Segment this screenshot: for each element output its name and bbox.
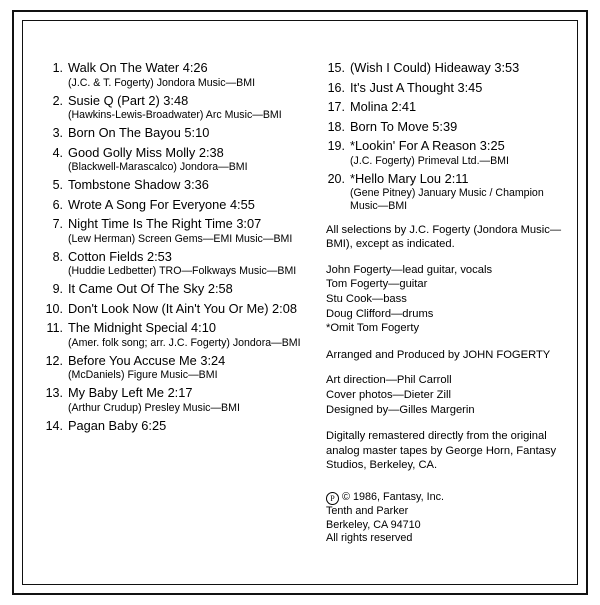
tracks-right-list xyxy=(326,60,566,213)
track-number: 8. xyxy=(52,249,63,264)
track-body xyxy=(68,320,312,350)
spacer xyxy=(326,216,566,223)
spacer xyxy=(326,417,566,429)
booklet-content xyxy=(44,60,570,565)
track-credit: (McDaniels) Figure Music—BMI xyxy=(68,369,218,381)
track-body xyxy=(68,385,312,415)
track-credit: (J.C. Fogerty) Primeval Ltd.—BMI xyxy=(350,154,509,167)
track-body xyxy=(68,177,312,194)
track-row xyxy=(44,197,312,214)
tracks-left-list xyxy=(44,60,312,434)
remaster-note: Digitally remastered directly from the original analog master tapes by George Horn, Fantasy Studios, Berkeley, CA. xyxy=(326,430,557,472)
track-body xyxy=(350,119,566,136)
track-title: *Hello Mary Lou 2:11 xyxy=(350,170,469,186)
track-body xyxy=(350,60,566,77)
phonogram-icon: P xyxy=(326,492,339,505)
track-credit: (J.C. & T. Fogerty) Jondora Music—BMI xyxy=(68,76,256,89)
track-list-right-and-credits xyxy=(326,60,566,565)
track-row xyxy=(326,171,566,214)
track-row xyxy=(44,216,312,246)
track-credit: (Arthur Crudup) Presley Music—BMI xyxy=(68,401,240,414)
spacer xyxy=(326,336,566,348)
track-row xyxy=(326,138,566,168)
track-credit: (Amer. folk song; arr. J.C. Fogerty) Jondora—BMI xyxy=(68,336,301,349)
track-body xyxy=(68,249,312,279)
track-credit: (Lew Herman) Screen Gems—EMI Music—BMI xyxy=(68,232,293,245)
track-row xyxy=(44,93,312,123)
track-title: Don't Look Now (It Ain't You Or Me) 2:08 xyxy=(68,300,297,316)
cover-photos: Cover photos—Dieter Zill xyxy=(326,388,451,401)
track-number: 14. xyxy=(45,418,63,433)
track-row xyxy=(44,385,312,415)
track-number: 15. xyxy=(327,61,345,75)
track-body xyxy=(68,301,312,318)
track-title: Pagan Baby 6:25 xyxy=(68,417,167,433)
musician-line: John Fogerty—lead guitar, vocals xyxy=(326,263,493,276)
track-row xyxy=(44,249,312,279)
track-number: 7. xyxy=(52,217,63,231)
track-body xyxy=(68,353,312,383)
design-credits-block xyxy=(326,373,566,417)
track-title: It Came Out Of The Sky 2:58 xyxy=(68,281,233,296)
art-direction: Art direction—Phil Carroll xyxy=(326,374,452,387)
track-body xyxy=(68,281,312,298)
track-number: 17. xyxy=(327,100,345,114)
musician-line: Tom Fogerty—guitar xyxy=(326,278,428,291)
designed-by: Designed by—Gilles Margerin xyxy=(326,403,475,416)
musician-line: Stu Cook—bass xyxy=(326,293,407,305)
track-title: The Midnight Special 4:10 xyxy=(68,320,216,335)
track-number: 4. xyxy=(52,145,63,160)
copyright-line-1 xyxy=(326,491,566,505)
track-credit: (Blackwell-Marascalco) Jondora—BMI xyxy=(68,161,248,173)
produced-by: Arranged and Produced by JOHN FOGERTY xyxy=(326,348,551,361)
track-credit: (Gene Pitney) January Music / Champion Music—BMI xyxy=(350,187,544,212)
track-body xyxy=(350,99,566,116)
track-title: Walk On The Water 4:26 xyxy=(68,60,208,75)
copyright-block xyxy=(326,491,566,546)
track-title: Cotton Fields 2:53 xyxy=(68,248,172,264)
track-body xyxy=(68,125,312,142)
omit-note: *Omit Tom Fogerty xyxy=(326,322,420,335)
track-row xyxy=(44,301,312,318)
track-row xyxy=(44,145,312,175)
track-body xyxy=(350,138,566,168)
musicians-block xyxy=(326,263,566,336)
copyright-line-4: All rights reserved xyxy=(326,532,413,545)
track-row xyxy=(326,119,566,136)
track-body xyxy=(68,418,312,435)
track-body xyxy=(350,171,566,214)
track-title: Susie Q (Part 2) 3:48 xyxy=(68,92,189,108)
track-number: 20. xyxy=(327,171,345,186)
track-number: 1. xyxy=(52,61,63,75)
track-body xyxy=(68,93,312,123)
track-number: 9. xyxy=(52,282,63,296)
track-body xyxy=(68,197,312,214)
track-title: My Baby Left Me 2:17 xyxy=(68,385,193,400)
track-row xyxy=(44,320,312,350)
track-number: 19. xyxy=(327,139,345,153)
track-number: 11. xyxy=(46,321,63,335)
track-number: 12. xyxy=(45,353,63,368)
musician-line: Doug Clifford—drums xyxy=(326,307,434,320)
track-row xyxy=(44,418,312,435)
track-body xyxy=(350,80,566,97)
track-list-left xyxy=(44,60,312,565)
copyright-line-2: Tenth and Parker xyxy=(326,504,409,517)
track-body xyxy=(68,60,312,90)
track-title: Before You Accuse Me 3:24 xyxy=(68,352,226,368)
track-number: 18. xyxy=(327,119,345,134)
track-number: 13. xyxy=(45,386,63,400)
track-title: Molina 2:41 xyxy=(350,99,417,114)
track-number: 5. xyxy=(52,178,63,192)
track-row xyxy=(44,281,312,298)
track-number: 6. xyxy=(52,197,63,212)
track-row xyxy=(44,60,312,90)
track-row xyxy=(44,177,312,194)
track-body xyxy=(68,216,312,246)
copyright-line-3: Berkeley, CA 94710 xyxy=(326,518,421,531)
track-row xyxy=(326,99,566,116)
track-row xyxy=(44,353,312,383)
track-number: 3. xyxy=(52,126,63,140)
track-title: Good Golly Miss Molly 2:38 xyxy=(68,144,224,160)
track-row xyxy=(44,125,312,142)
track-title: Wrote A Song For Everyone 4:55 xyxy=(68,196,255,212)
track-row xyxy=(326,80,566,97)
track-title: Night Time Is The Right Time 3:07 xyxy=(68,216,262,231)
track-row xyxy=(326,60,566,77)
track-title: It's Just A Thought 3:45 xyxy=(350,79,483,95)
track-credit: (Hawkins-Lewis-Broadwater) Arc Music—BMI xyxy=(68,109,282,121)
track-title: (Wish I Could) Hideaway 3:53 xyxy=(350,60,520,75)
track-title: Tombstone Shadow 3:36 xyxy=(68,177,209,192)
track-title: *Lookin' For A Reason 3:25 xyxy=(350,138,505,153)
track-number: 2. xyxy=(52,93,63,108)
track-title: Born To Move 5:39 xyxy=(350,118,458,134)
track-credit: (Huddie Ledbetter) TRO—Folkways Music—BMI xyxy=(68,265,297,277)
track-number: 10. xyxy=(45,301,63,316)
track-body xyxy=(68,145,312,175)
spacer xyxy=(326,484,566,491)
track-title: Born On The Bayou 5:10 xyxy=(68,125,210,140)
track-number: 16. xyxy=(327,80,345,95)
selections-note: All selections by J.C. Fogerty (Jondora Music—BMI), except as indicated. xyxy=(326,224,562,251)
copyright-text: © 1986, Fantasy, Inc. xyxy=(342,490,444,503)
